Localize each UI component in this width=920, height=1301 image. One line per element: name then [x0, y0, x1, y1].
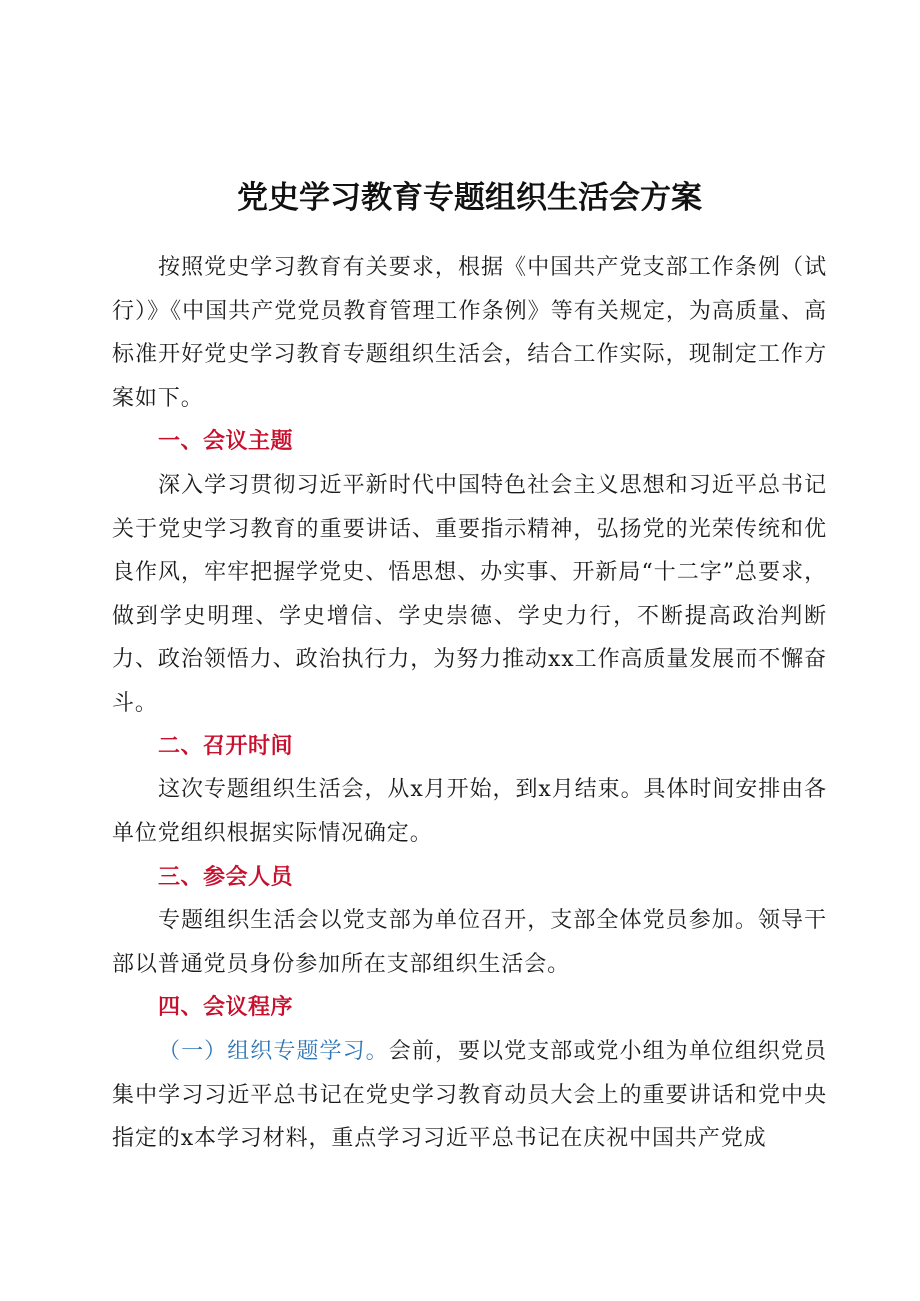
section-body-procedure: [112, 1030, 827, 1161]
subsection-label: （一）组织专题学习。: [158, 1039, 389, 1064]
section-body-time: 这次专题组织生活会，从x月开始，到x月结束。具体时间安排由各单位党组织根据实际情况确定。: [112, 777, 827, 846]
section-heading-time: 二、召开时间: [158, 734, 294, 759]
section-body-theme: 深入学习贯彻习近平新时代中国特色社会主义思想和习近平总书记关于党史学习教育的重要讲话、重要指示精神，弘扬党的光荣传统和优良作风，牢牢把握学党史、悟思想、办实事、开新局“十二字”总要求，做到学史明理、学史增信、学史崇德、学史力行，不断提高政治判断力、政治领悟力、政治执行力，为努力推动xx工作高质量发展而不懈奋斗。: [112, 473, 827, 716]
document-title: 党史学习教育专题组织生活会方案: [237, 180, 702, 216]
section-heading-attendees: 三、参会人员: [158, 865, 294, 890]
section-heading-theme: 一、会议主题: [158, 429, 294, 454]
section-body-attendees: 专题组织生活会以党支部为单位召开，支部全体党员参加。领导干部以普通党员身份参加所在支部组织生活会。: [112, 908, 827, 977]
intro-paragraph: 按照党史学习教育有关要求，根据《中国共产党支部工作条例（试行）》《中国共产党党员教育管理工作条例》等有关规定，为高质量、高标准开好党史学习教育专题组织生活会，结合工作实际，现制定工作方案如下。: [112, 255, 827, 411]
section-heading-procedure: 四、会议程序: [158, 995, 294, 1020]
subsection-body: 会前，要以党支部或党小组为单位组织党员集中学习习近平总书记在党史学习教育动员大会上的重要讲话和党中央指定的x本学习材料，重点学习习近平总书记在庆祝中国共产党成: [112, 1039, 827, 1151]
